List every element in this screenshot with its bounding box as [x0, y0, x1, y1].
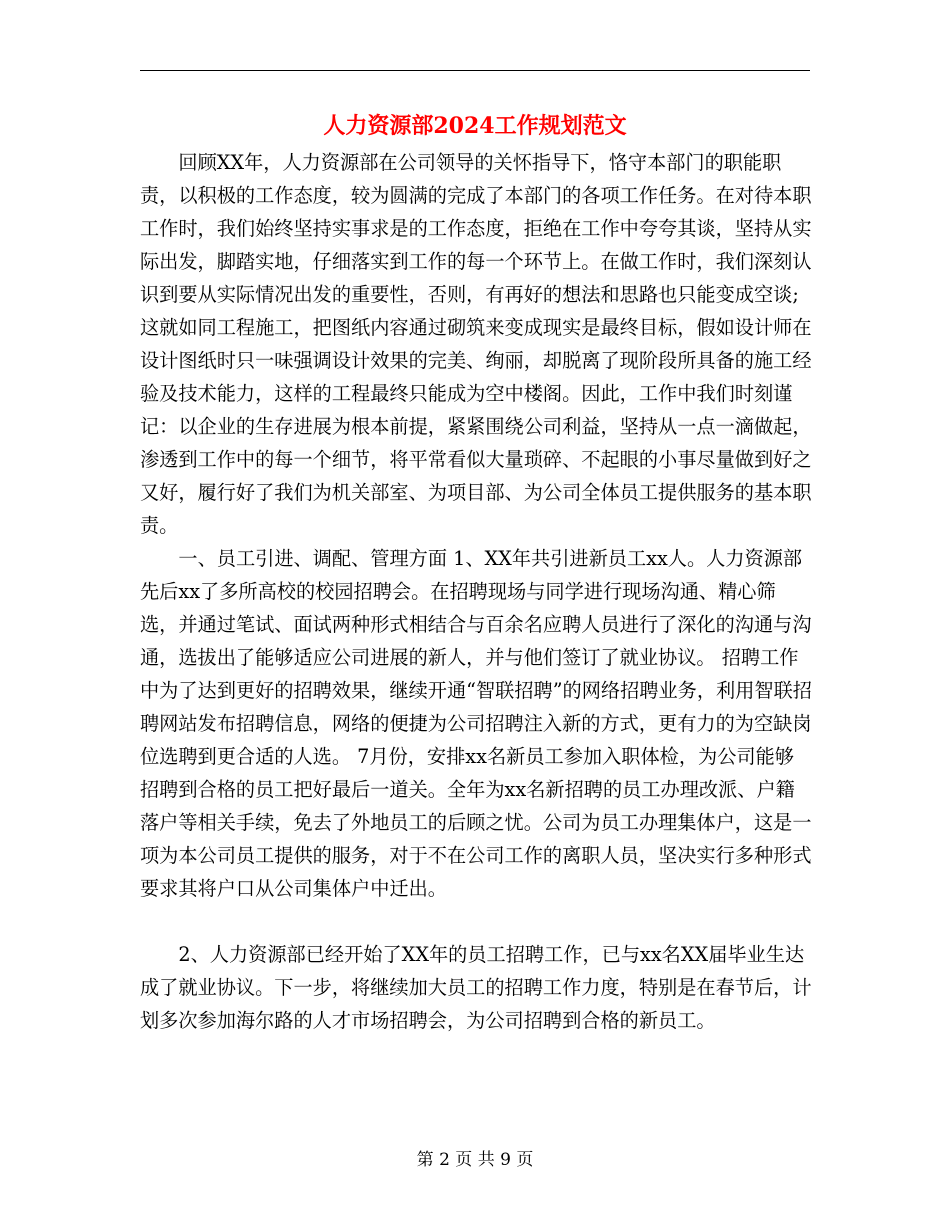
document-body: [140, 146, 812, 1037]
paragraph-intro: 回顾XX年，人力资源部在公司领导的关怀指导下，恪守本部门的职能职责，以积极的工作态度，较为圆满的完成了本部门的各项工作任务。在对待本职工作时，我们始终坚持实事求是的工作态度，拒绝在工作中夸夸其谈，坚持从实际出发，脚踏实地，仔细落实到工作的每一个环节上。在做工作时，我们深刻认识到要从实际情况出发的重要性，否则，有再好的想法和思路也只能变成空谈;这就如同工程施工，把图纸内容通过砌筑来变成现实是最终目标，假如设计师在设计图纸时只一味强调设计效果的完美、绚丽，却脱离了现阶段所具备的施工经验及技术能力，这样的工程最终只能成为空中楼阁。因此，工作中我们时刻谨记：以企业的生存进展为根本前提，紧紧围绕公司利益，坚持从一点一滴做起，渗透到工作中的每一个细节，将平常看似大量琐碎、不起眼的小事尽量做到好之又好，履行好了我们为机关部室、为项目部、为公司全体员工提供服务的基本职责。: [140, 151, 812, 537]
page-number-footer: 第 2 页 共 9 页: [416, 1150, 534, 1170]
paragraph-spacer: [140, 905, 812, 938]
paragraph-recruitment: 一、员工引进、调配、管理方面 1、XX年共引进新员工xx人。人力资源部先后xx了多所高校的校园招聘会。在招聘现场与同学进行现场沟通、精心筛选，并通过笔试、面试两种形式相结合与百余名应聘人员进行了深化的沟通与沟通，选拔出了能够适应公司进展的新人，并与他们签订了就业协议。 招聘工作中为了达到更好的招聘效果，继续开通“智联招聘”的网络招聘业务，利用智联招聘网站发布招聘信息，网络的便捷为公司招聘注入新的方式，更有力的为空缺岗位选聘到更合适的人选。 7月份，安排xx名新员工参加入职体检，为公司能够招聘到合格的员工把好最后一道关。全年为xx名新招聘的员工办理改派、户籍落户等相关手续，免去了外地员工的后顾之忧。公司为员工办理集体户，这是一项为本公司员工提供的服务，对于不在公司工作的离职人员，坚决实行多种形式要求其将户口从公司集体户中迁出。: [140, 547, 812, 900]
paragraph-next-steps: 2、人力资源部已经开始了XX年的员工招聘工作，已与xx名XX届毕业生达成了就业协议。下一步，将继续加大员工的招聘工作力度，特别是在春节后，计划多次参加海尔路的人才市场招聘会，为公司招聘到合格的新员工。: [140, 943, 812, 1032]
document-title: 人力资源部2024工作规划范文: [323, 113, 627, 139]
header-rule: [140, 70, 810, 71]
